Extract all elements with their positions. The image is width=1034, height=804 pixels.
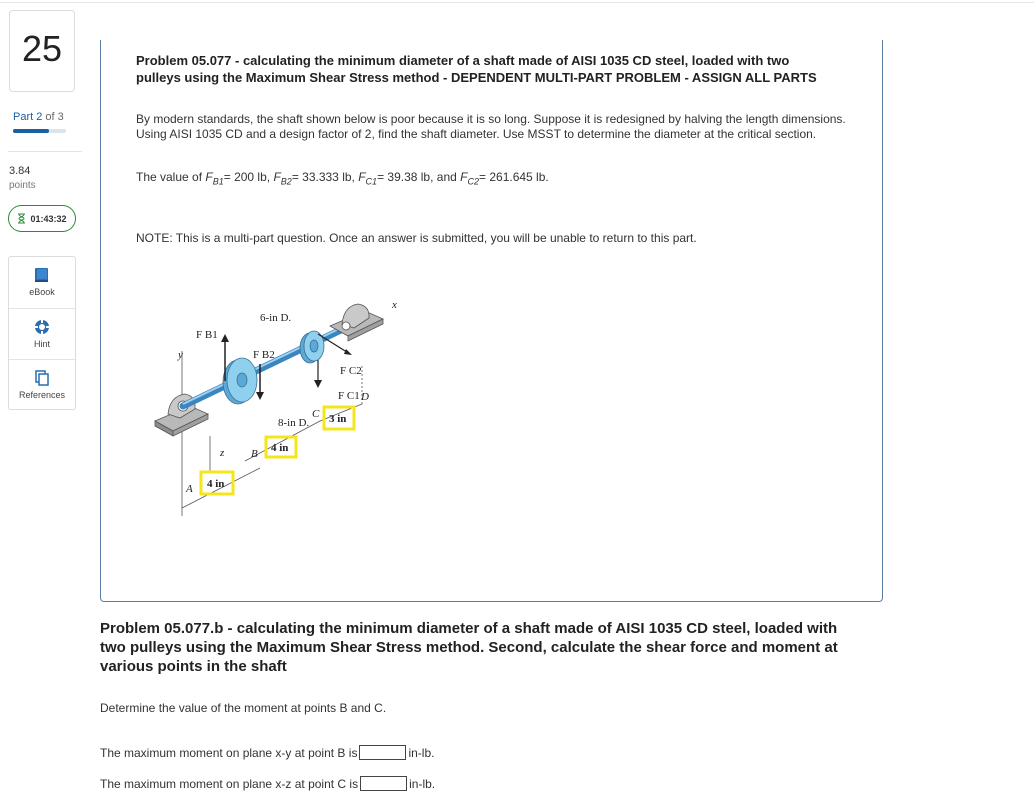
dim-ab: 4 in <box>207 478 225 490</box>
label-a: A <box>186 483 193 495</box>
part-b-title: Problem 05.077.b - calculating the minimum diameter of a shaft made of AISI 1035 CD steel, loaded with two pulleys using the Maximum Shear Stress method. Second, calculate the shear force and moment at various points in the shaft <box>100 620 838 675</box>
label-fc1: F C1 <box>338 390 360 402</box>
label-fb2: F B2 <box>253 349 275 361</box>
timer[interactable] <box>8 205 76 232</box>
timer-value: 01:43:32 <box>30 213 67 224</box>
hourglass-icon <box>17 213 26 224</box>
ebook-label: eBook <box>29 287 55 297</box>
part-of: of 3 <box>42 111 64 123</box>
top-divider <box>0 2 1034 3</box>
right-bearing <box>330 304 383 341</box>
hint-label: Hint <box>33 339 50 349</box>
value-fb2: = 33.333 lb, <box>291 170 359 184</box>
ebook-icon <box>34 267 50 283</box>
label-z: z <box>220 447 225 459</box>
dim-cd: 3 in <box>329 413 347 425</box>
moment-b-input[interactable] <box>359 745 406 760</box>
label-d6: 6-in D. <box>260 312 292 324</box>
dim-bc: 4 in <box>271 442 289 454</box>
part-progress-bar <box>13 129 66 133</box>
part-progress-fill <box>13 129 49 133</box>
references-button[interactable] <box>9 360 75 411</box>
label-c: C <box>312 408 320 420</box>
moment-b-label: The maximum moment on plane x-y at point B is <box>100 745 358 760</box>
references-icon <box>34 370 50 386</box>
label-y: y <box>178 349 183 361</box>
moment-c-unit: in-lb. <box>409 776 436 791</box>
label-x: x <box>392 299 397 311</box>
ebook-button[interactable] <box>9 257 75 308</box>
question-moment-c <box>100 776 435 791</box>
moment-b-unit: in-lb. <box>408 745 435 760</box>
question-number: 25 <box>9 10 75 92</box>
label-b: B <box>251 448 258 460</box>
multipart-note: NOTE: This is a multi-part question. Once an answer is submitted, you will be unable to return to this part. <box>136 231 697 245</box>
values-prefix: The value of <box>136 170 206 184</box>
points-value: 3.84 <box>9 165 31 177</box>
lifebuoy-icon <box>34 319 50 335</box>
problem-description: By modern standards, the shaft shown below is poor because it is so long. Suppose it is redesigned by halving the length dimensions. Using AISI 1035 CD and a design factor of 2, find the shaft diameter. Use MSST to determine the diameter at the critical section. <box>136 112 846 141</box>
references-label: References <box>18 390 66 400</box>
label-fc2: F C2 <box>340 365 362 377</box>
points-label: points <box>9 180 36 191</box>
tools-panel <box>8 256 76 410</box>
value-fc2: = 261.645 lb. <box>479 170 549 184</box>
force-values: The value of $F_{B1}= 200$ lb, $F_{B2}= 33.333$ lb, $F_{C1}= 39.38$ lb, and $F_{C2}= 261.645$ lb. <box>136 170 549 187</box>
part-indicator <box>13 111 64 123</box>
moment-c-input[interactable] <box>360 776 407 791</box>
label-d8: 8-in D. <box>278 417 310 429</box>
moment-c-label: The maximum moment on plane x-z at point C is <box>100 776 359 791</box>
question-moment-b <box>100 745 434 760</box>
value-fb1: = 200 lb, <box>223 170 274 184</box>
part-current: 2 <box>36 111 43 123</box>
pulley-b <box>223 358 257 404</box>
hint-button[interactable] <box>9 309 75 360</box>
label-fb1: F B1 <box>196 329 218 341</box>
label-d: D <box>361 391 369 403</box>
part-b-prompt: Determine the value of the moment at points B and C. <box>100 701 387 715</box>
sidebar-divider <box>8 151 82 152</box>
problem-title: Problem 05.077 - calculating the minimum diameter of a shaft made of AISI 1035 CD steel, loaded with two pulleys using the Maximum Shear Stress method - DEPENDENT MULTI-PART PROBLEM - ASSIGN ALL PARTS <box>136 53 817 85</box>
shaft-figure <box>150 296 410 526</box>
part-prefix: Part <box>13 111 37 123</box>
value-fc1: = 39.38 lb, and <box>377 170 461 184</box>
